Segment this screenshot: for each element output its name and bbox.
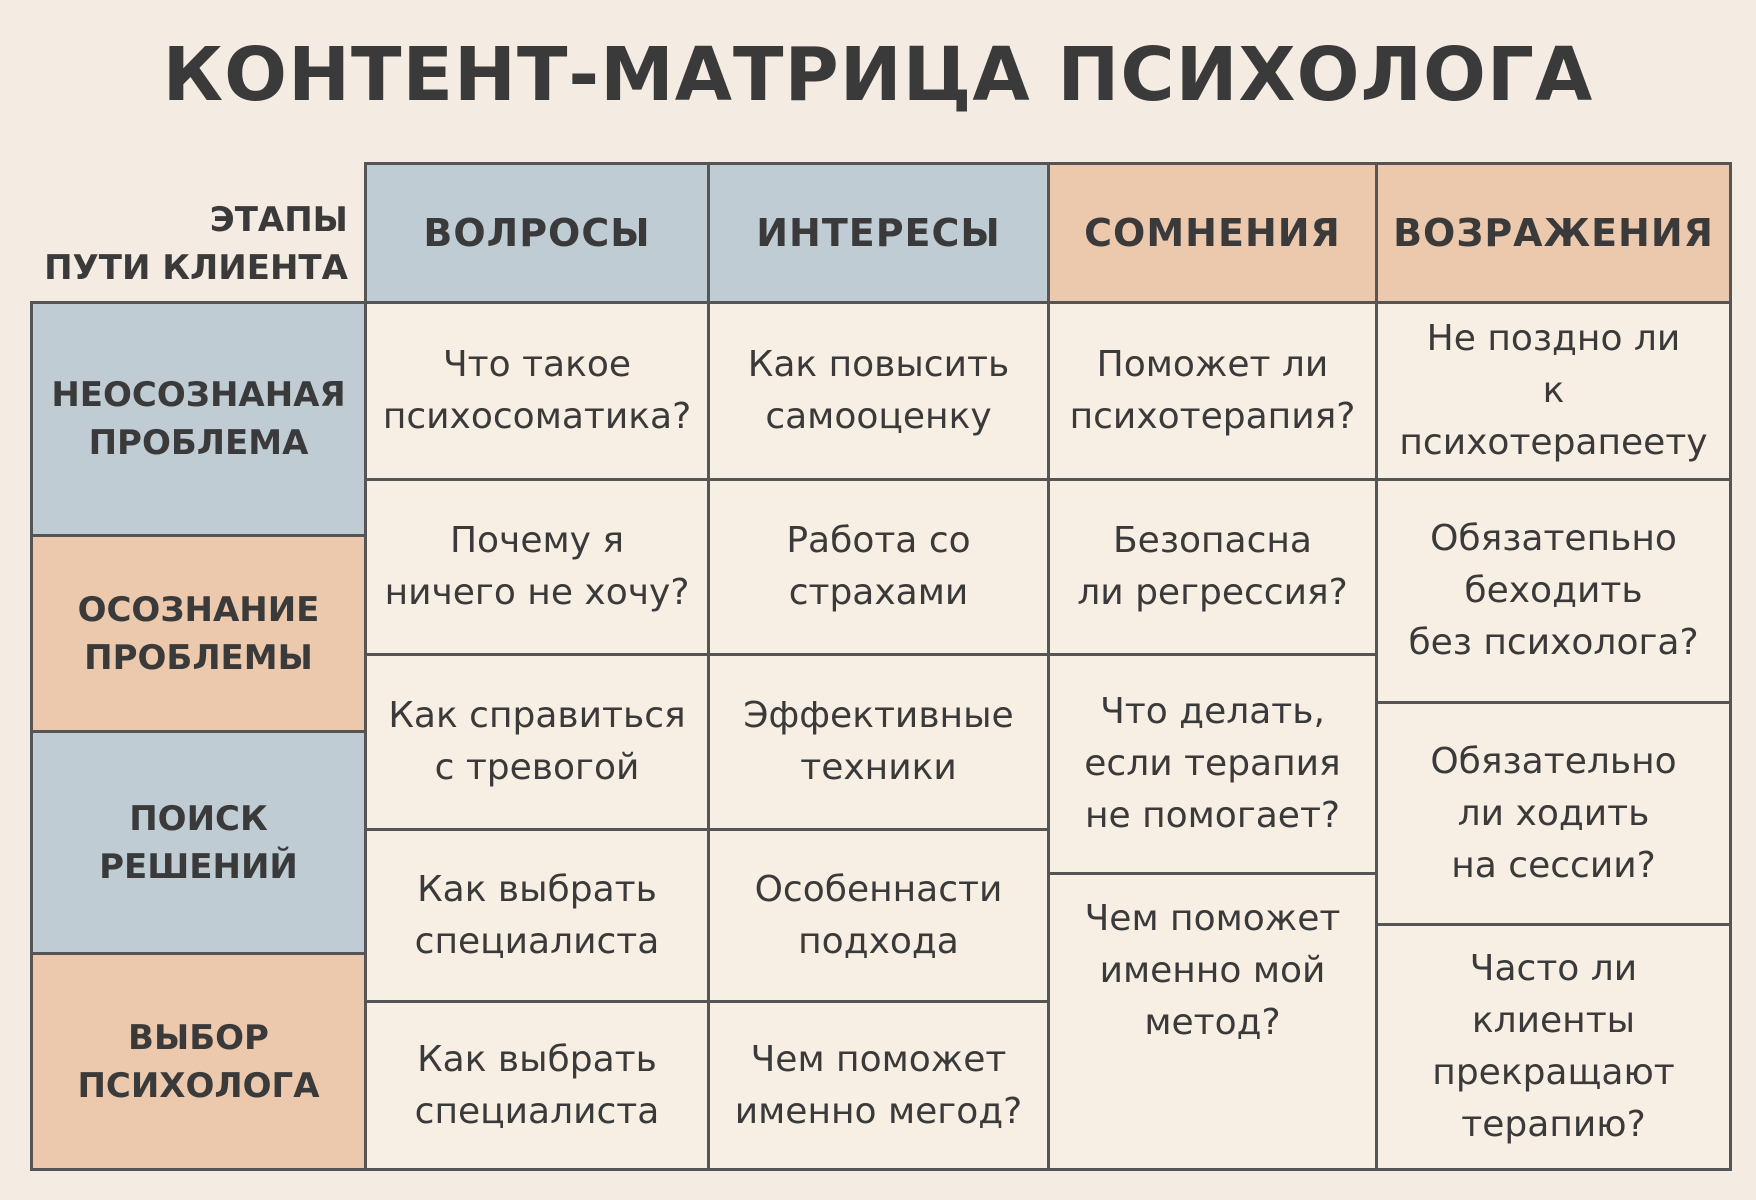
- question-cell: Как справиться с тревогой: [364, 653, 710, 831]
- stage-solution-search: ПОИСК РЕШЕНИЙ: [30, 730, 367, 955]
- column-header-objections: ВОЗРАЖЕНИЯ: [1375, 162, 1732, 304]
- stage-unaware-problem: НЕОСОЗНАНАЯ ПРОБЛЕМА: [30, 301, 367, 537]
- question-cell: Почему я ничего не хочу?: [364, 478, 710, 656]
- doubt-cell: Что делать, если терапия не помогает?: [1047, 653, 1378, 875]
- interest-cell: Как повысить самооценку: [707, 301, 1050, 481]
- interest-cell: Особеннасти подхода: [707, 828, 1050, 1003]
- column-header-questions: ВОЛРОСЫ: [364, 162, 710, 304]
- column-header-interests: ИНТЕРЕСЫ: [707, 162, 1050, 304]
- doubt-cell: Поможет ли психотерапия?: [1047, 301, 1378, 481]
- corner-label: ЭТАПЫ ПУТИ КЛИЕНТА: [44, 200, 348, 288]
- interest-cell: Работа со страхами: [707, 478, 1050, 656]
- doubt-cell: Чем поможет именно мой метод?: [1047, 872, 1378, 1171]
- stage-psychologist-choice: ВЫБОР ПСИХОЛОГА: [30, 952, 367, 1171]
- interest-cell: Эффективные техники: [707, 653, 1050, 831]
- column-header-doubts: СОМНЕНИЯ: [1047, 162, 1378, 304]
- objection-cell: Обязательно ли ходить на сессии?: [1375, 701, 1732, 926]
- objection-cell: Не поздно ли к психотерапеету: [1375, 301, 1732, 481]
- question-cell: Как выбрать специалиста: [364, 828, 710, 1003]
- question-cell: Как выбрать специалиста: [364, 1000, 710, 1171]
- question-cell: Что такое психосоматика?: [364, 301, 710, 481]
- doubt-cell: Безопасна ли регрессия?: [1047, 478, 1378, 656]
- interest-cell: Чем поможет именно мегод?: [707, 1000, 1050, 1171]
- objection-cell: Обязатепьно беходить без психолога?: [1375, 478, 1732, 704]
- page-title: КОНТЕНТ-МАТРИЦА ПСИХОЛОГА: [162, 32, 1594, 118]
- stage-problem-awareness: ОСОЗНАНИЕ ПРОБЛЕМЫ: [30, 534, 367, 733]
- objection-cell: Часто ли клиенты прекращают терапию?: [1375, 923, 1732, 1171]
